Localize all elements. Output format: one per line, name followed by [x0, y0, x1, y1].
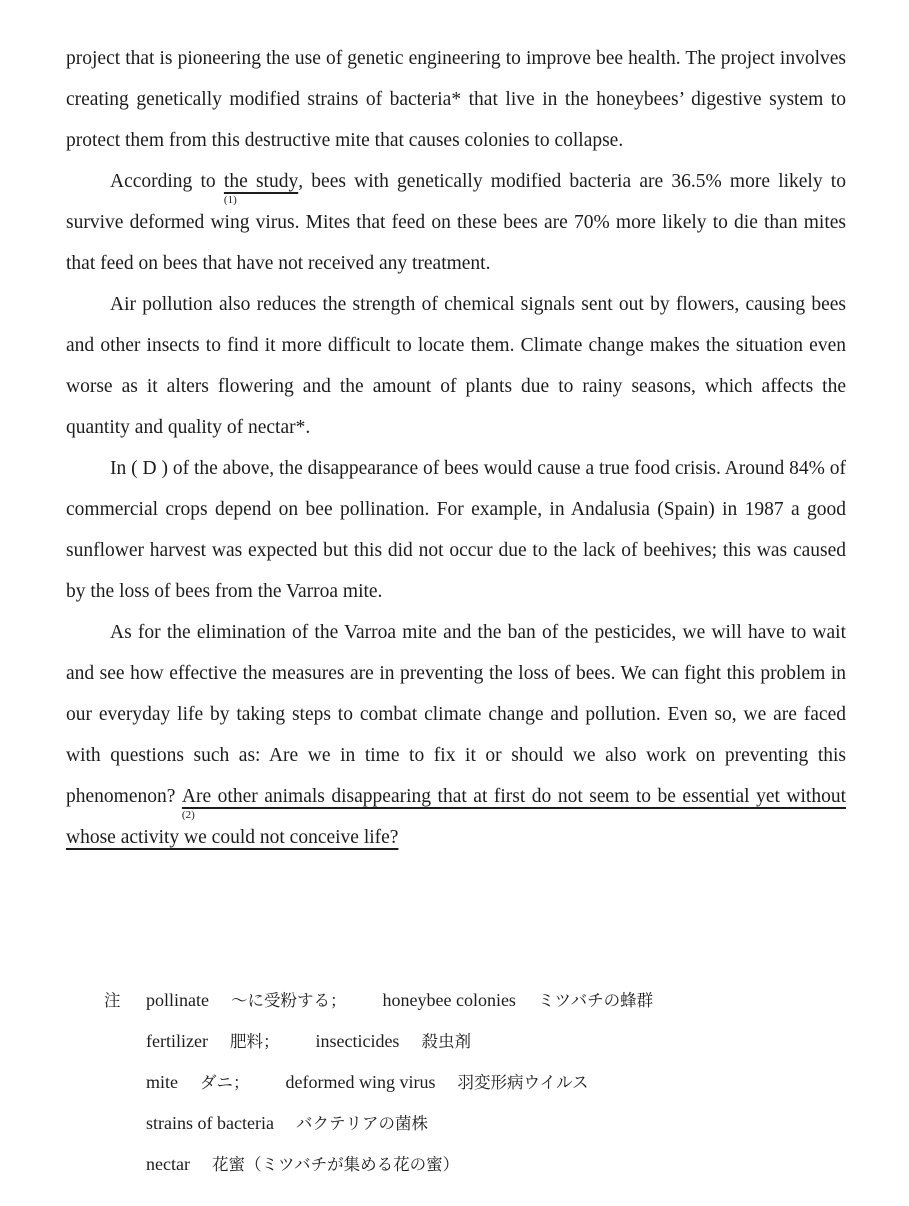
underline-1-text: the study [223, 171, 299, 192]
note-gloss: 羽変形病ウイルス [457, 1073, 589, 1092]
note-term: fertilizer [146, 1031, 208, 1051]
note-gloss: バクテリアの菌株 [295, 1114, 428, 1133]
underline-1-number: (1) [223, 194, 237, 206]
paragraph-5-start: As for the elimination of the Varroa mite and the ban of the pesticides, we will have to wait and see how effective the measures are in preventing the loss of bees. We can fight this problem in our everyday life by taking steps to combat climate change and pollution. Even so, we are faced with questions such as: Are we in time to fix it or should we also work on preventing this phenomenon? [66, 622, 846, 807]
underline-2-text: Are other animals disappearing that at first do not seem to be essential yet without whose activity we could not conceive life? [66, 786, 846, 848]
notes-line-4 [146, 1103, 824, 1144]
note-term: pollinate [146, 990, 209, 1010]
note-term: nectar [146, 1154, 190, 1174]
note-gloss: 〜に受粉する； [230, 991, 347, 1010]
note-gloss: ダニ； [200, 1073, 250, 1092]
note-gloss: 肥料； [229, 1032, 280, 1051]
notes-line-1 [146, 980, 824, 1021]
paragraph-4: In ( D ) of the above, the disappearance of bees would cause a true food crisis. Around 84% of commercial crops depend on bee pollination. For example, in Andalusia (Spain) in 1987 a good sunflower harvest was expected but this did not occur due to the lack of beehives; this was caused by the loss of bees from the Varroa mite. [66, 458, 846, 602]
passage [66, 38, 846, 858]
notes-line-5 [146, 1144, 824, 1185]
note-term: honeybee colonies [382, 990, 516, 1010]
paragraph-1: project that is pioneering the use of genetic engineering to improve bee health. The project involves creating genetically modified strains of bacteria* that live in the honeybees’ digestive system to protect them from this destructive mite that causes colonies to collapse. [66, 48, 846, 151]
note-term: deformed wing virus [285, 1072, 436, 1092]
notes-line-2 [146, 1021, 824, 1062]
underline-1 [223, 171, 299, 206]
vocabulary-notes [104, 980, 824, 1185]
underline-2-number: (2) [181, 809, 195, 821]
notes-line-3 [146, 1062, 824, 1103]
paragraph-5 [66, 612, 846, 858]
note-gloss: ミツバチの蜂群 [537, 991, 654, 1010]
note-gloss: 殺虫剤 [421, 1032, 471, 1051]
paragraph-2-rest: , bees with genetically modified bacteria are 36.5% more likely to survive deformed wing virus. Mites that feed on these bees are 70% more likely to die than mites that feed on bees that have not received any treatment. [66, 171, 846, 274]
note-term: strains of bacteria [146, 1113, 274, 1133]
paragraph-3: Air pollution also reduces the strength of chemical signals sent out by flowers, causing bees and other insects to find it more difficult to locate them. Climate change makes the situation even worse as it alters flowering and the amount of plants due to rainy seasons, which affects the quantity and quality of nectar*. [66, 294, 846, 438]
notes-label: 注 [104, 991, 121, 1010]
paragraph-2-start: According to [110, 171, 224, 192]
note-gloss: 花蜜（ミツバチが集める花の蜜） [211, 1155, 460, 1174]
note-term: insecticides [315, 1031, 400, 1051]
note-term: mite [146, 1072, 178, 1092]
paragraph-2 [66, 161, 846, 284]
